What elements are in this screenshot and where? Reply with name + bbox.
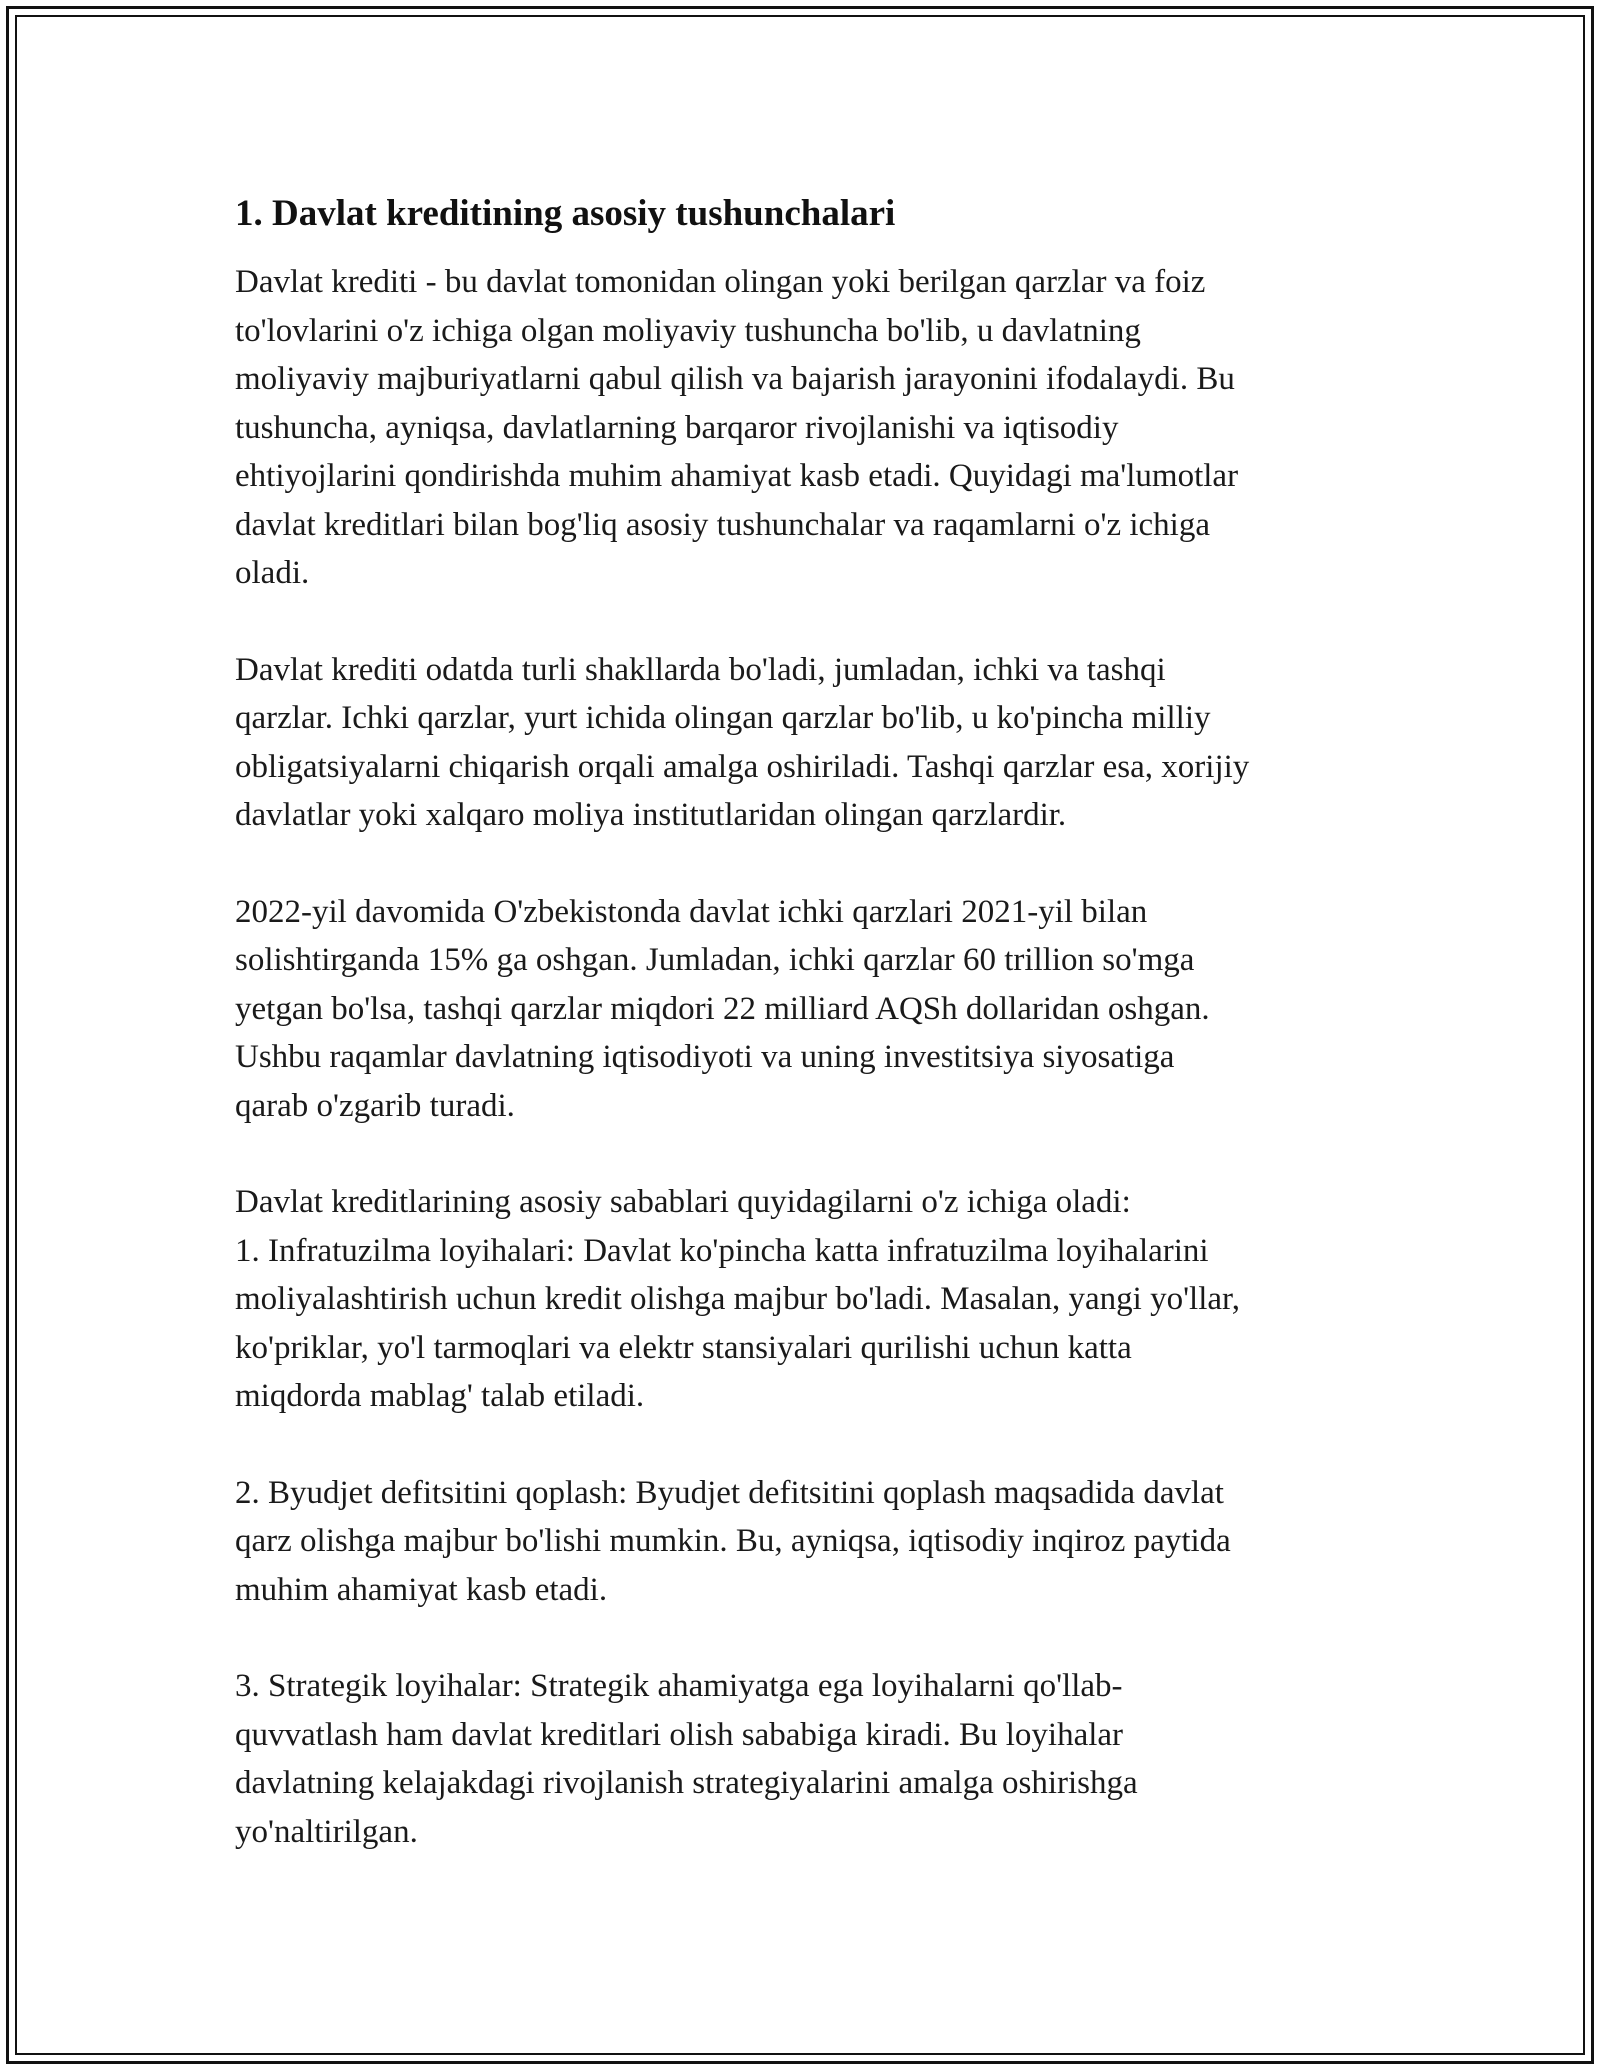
paragraph-forms: Davlat krediti odatda turli shakllarda bo'ladi, jumladan, ichki va tashqi qarzlar. Ichki qarzlar, yurt ichida olingan qarzlar bo'lib, u ko'pincha milliy obligatsiyalarni chiqarish orqali amalga oshiriladi. Tashqi qarzlar esa, xorijiy davlatlar yoki xalqaro moliya institutlaridan olingan qarzlardir.: [235, 651, 1250, 833]
section-heading: 1. Davlat kreditining asosiy tushunchalari: [235, 193, 896, 234]
paragraph-spacer: [235, 1130, 1385, 1178]
paragraph-reasons-budget: 2. Byudjet defitsitini qoplash: Byudjet defitsitini qoplash maqsadida davlat qarz olishga majbur bo'lishi mumkin. Bu, ayniqsa, iqtisodiy inqiroz paytida muhim ahamiyat kasb etadi.: [235, 1474, 1231, 1608]
paragraph-spacer: [235, 1421, 1385, 1469]
document-body: [235, 190, 1385, 1856]
paragraph-definition: Davlat krediti - bu davlat tomonidan olingan yoki berilgan qarzlar va foiz to'lovlarini o'z ichiga olgan moliyaviy tushuncha bo'lib, u davlatning moliyaviy majburiyatlarni qabul qilish va bajarish jarayonini ifodalaydi. Bu tushuncha, ayniqsa, davlatlarning barqaror rivojlanishi va iqtisodiy ehtiyojlarini qondirishda muhim ahamiyat kasb etadi. Quyidagi ma'lumotlar davlat kreditlari bilan bog'liq asosiy tushunchalar va raqamlarni o'z ichiga oladi.: [235, 264, 1239, 591]
paragraph-reasons-strategic: 3. Strategik loyihalar: Strategik ahamiyatga ega loyihalarni qo'llab- quvvatlash ham davlat kreditlari olish sababiga kiradi. Bu loyihalar davlatning kelajakdagi rivojlanish strategiyalarini amalga oshirishga yo'naltirilgan.: [235, 1668, 1138, 1850]
paragraph-statistics: 2022-yil davomida O'zbekistonda davlat ichki qarzlari 2021-yil bilan solishtirganda 15% ga oshgan. Jumladan, ichki qarzlar 60 trillion so'mga yetgan bo'lsa, tashqi qarzlar miqdori 22 milliard AQSh dollaridan oshgan. Ushbu raqamlar davlatning iqtisodiyoti va uning investitsiya siyosatiga qarab o'zgarib turadi.: [235, 893, 1210, 1124]
paragraph-spacer: [235, 840, 1385, 888]
paragraph-spacer: [235, 598, 1385, 646]
paragraph-spacer: [235, 1614, 1385, 1662]
paragraph-reasons-infrastructure: Davlat kreditlarining asosiy sabablari quyidagilarni o'z ichiga oladi: 1. Infratuzilma loyihalari: Davlat ko'pincha katta infratuzilma loyihalarini moliyalashtirish uchun kredit olishga majbur bo'ladi. Masalan, yangi yo'llar, ko'priklar, yo'l tarmoqlari va elektr stansiyalari qurilishi uchun katta miqdorda mablag' talab etiladi.: [235, 1184, 1240, 1414]
